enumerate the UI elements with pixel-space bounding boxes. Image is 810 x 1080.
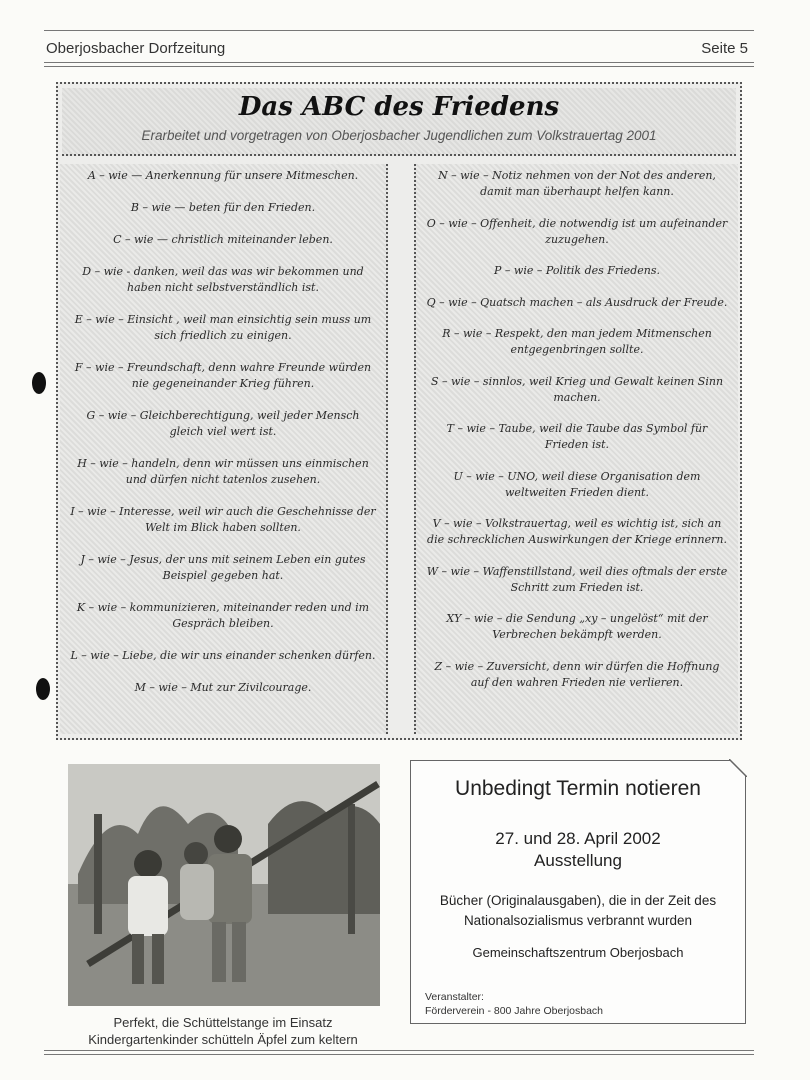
abc-entry: E – wie – Einsicht , weil man einsichtig sein muss um sich friedlich zu einigen.: [74, 313, 372, 342]
abc-title: Das ABC des Friedens: [238, 92, 560, 122]
abc-header: [62, 88, 736, 156]
abc-entry: XY – wie – die Sendung „xy – ungelöst“ mit der Verbrechen bekämpft werden.: [446, 612, 708, 641]
header-rule: [44, 62, 754, 63]
abc-entry: D – wie - danken, weil das was wir bekommen und haben nicht selbstverständlich ist.: [82, 265, 364, 294]
abc-entry: V – wie – Volkstrauertag, weil es wichtig ist, sich an die schrecklichen Auswirkungen der Kriege erinnern.: [427, 517, 727, 546]
abc-entry: Q – wie – Quatsch machen – als Ausdruck der Freude.: [426, 295, 728, 309]
footer-rule: [44, 1050, 754, 1051]
photo-children-apples: [68, 764, 380, 1006]
event-notice: [410, 760, 746, 1024]
organizer-label: Veranstalter:: [425, 991, 484, 1003]
footer-rule-double: [44, 1054, 754, 1055]
top-rule: [44, 30, 754, 31]
notice-title: Unbedingt Termin notieren: [455, 777, 701, 800]
caption-line-1: Perfekt, die Schüttelstange im Einsatz: [113, 1015, 333, 1030]
abc-entry: G – wie – Gleichberechtigung, weil jeder Mensch gleich viel wert ist.: [86, 409, 360, 438]
publication-name: Oberjosbacher Dorfzeitung: [46, 40, 226, 57]
abc-entry: H – wie – handeln, denn wir müssen uns einmischen und dürfen nicht tatenlos zusehen.: [77, 457, 369, 486]
notice-date: 27. und 28. April 2002: [495, 829, 661, 848]
punch-hole-icon: [36, 678, 50, 700]
punch-hole-icon: [32, 372, 46, 394]
abc-entry: S – wie – sinnlos, weil Krieg und Gewalt keinen Sinn machen.: [430, 374, 724, 404]
abc-entry: B – wie — beten für den Frieden.: [130, 201, 316, 214]
abc-entry: Z – wie – Zuversicht, denn wir dürfen die Hoffnung auf den wahren Frieden nie verlieren.: [434, 659, 720, 689]
abc-entry: K – wie – kommunizieren, miteinander reden und im Gespräch bleiben.: [76, 601, 370, 630]
abc-entry: W – wie – Waffenstillstand, weil dies oftmals der erste Schritt zum Frieden ist.: [426, 564, 728, 594]
abc-right-column: [414, 164, 738, 734]
abc-entry: P – wie – Politik des Friedens.: [494, 264, 660, 277]
abc-entry: I – wie – Interesse, weil wir auch die Geschehnisse der Welt im Blick haben sollten.: [70, 505, 376, 534]
abc-right-list: [416, 164, 738, 691]
abc-entry: M – wie – Mut zur Zivilcourage.: [134, 681, 312, 694]
page-corner-icon: [729, 759, 747, 777]
abc-entry: N – wie – Notiz nehmen von der Not des anderen, damit man überhaupt helfen kann.: [438, 169, 716, 198]
abc-entry: J – wie – Jesus, der uns mit seinem Leben ein gutes Beispiel gegeben hat.: [80, 553, 366, 582]
abc-entry: C – wie — christlich miteinander leben.: [113, 233, 333, 246]
abc-left-column: [60, 164, 388, 734]
abc-entry: T – wie – Taube, weil die Taube das Symbol für Frieden ist.: [446, 422, 708, 451]
abc-left-list: [60, 164, 386, 696]
photo-caption: [60, 1014, 386, 1048]
organizer: Förderverein - 800 Jahre Oberjosbach: [425, 1005, 604, 1017]
header-rule-double: [44, 66, 754, 67]
notice-event: Ausstellung: [534, 851, 622, 870]
abc-entry: O – wie – Offenheit, die notwendig ist um aufeinander zuzugehen.: [426, 216, 728, 246]
abc-entry: F – wie – Freundschaft, denn wahre Freunde würden nie gegeneinander Krieg führen.: [74, 361, 372, 390]
abc-entry: L – wie – Liebe, die wir uns einander schenken dürfen.: [70, 649, 376, 662]
abc-subtitle: Erarbeitet und vorgetragen von Oberjosbacher Jugendlichen zum Volkstrauertag 2001: [141, 128, 657, 143]
page-number: Seite 5: [701, 40, 748, 57]
abc-entry: U – wie – UNO, weil diese Organisation dem weltweiten Frieden dient.: [453, 469, 701, 499]
abc-entry: R – wie – Respekt, den man jedem Mitmenschen entgegenbringen sollte.: [442, 327, 712, 356]
notice-venue: Gemeinschaftszentrum Oberjosbach: [472, 945, 684, 960]
caption-line-2: Kindergartenkinder schütteln Äpfel zum keltern: [88, 1032, 358, 1047]
notice-description: Bücher (Originalausgaben), die in der Zeit des Nationalsozialismus verbrannt wurden: [439, 893, 717, 928]
photo-illustration: [68, 764, 380, 1006]
abc-entry: A – wie — Anerkennung für unsere Mitmeschen.: [87, 169, 359, 182]
